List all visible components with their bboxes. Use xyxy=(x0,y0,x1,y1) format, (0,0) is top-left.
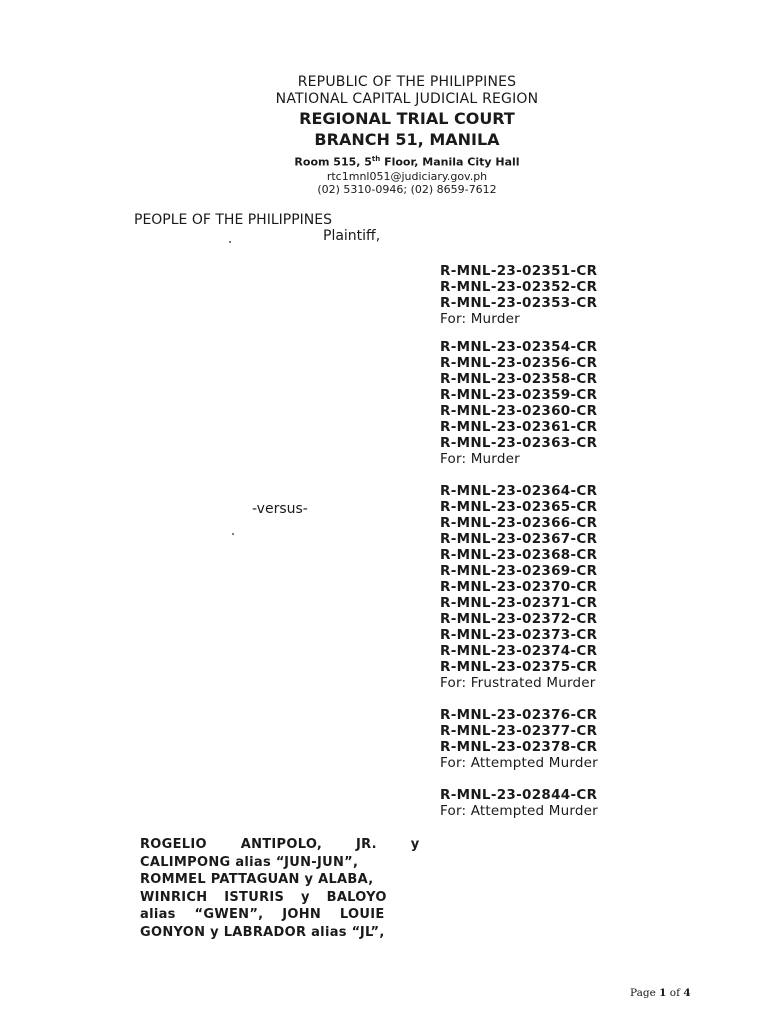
versus-label: -versus- xyxy=(252,501,308,517)
case-number: R-MNL-23-02366-CR xyxy=(440,515,598,531)
case-number: R-MNL-23-02361-CR xyxy=(440,419,598,435)
accused-line: ROGELIO ANTIPOLO, JR. y xyxy=(140,837,420,852)
case-number: R-MNL-23-02378-CR xyxy=(440,739,598,755)
accused-line: ROMMEL PATTAGUAN y ALABA, xyxy=(140,872,374,887)
case-number: R-MNL-23-02359-CR xyxy=(440,387,598,403)
case-number: R-MNL-23-02367-CR xyxy=(440,531,598,547)
offense-label: For: Frustrated Murder xyxy=(440,675,596,691)
case-number: R-MNL-23-02364-CR xyxy=(440,483,598,499)
scan-speck xyxy=(232,533,234,535)
case-group xyxy=(440,787,660,819)
page-of: of xyxy=(669,987,681,999)
case-group xyxy=(440,707,660,771)
republic-line: REPUBLIC OF THE PHILIPPINES xyxy=(297,74,517,90)
case-number: R-MNL-23-02372-CR xyxy=(440,611,598,627)
plaintiff-label: Plaintiff, xyxy=(323,228,381,244)
case-number: R-MNL-23-02354-CR xyxy=(440,339,598,355)
case-number: R-MNL-23-02377-CR xyxy=(440,723,598,739)
page-current: 1 xyxy=(659,987,667,999)
case-number: R-MNL-23-02375-CR xyxy=(440,659,598,675)
case-number: R-MNL-23-02363-CR xyxy=(440,435,598,451)
case-number: R-MNL-23-02373-CR xyxy=(440,627,598,643)
case-number: R-MNL-23-02356-CR xyxy=(440,355,598,371)
case-number: R-MNL-23-02365-CR xyxy=(440,499,598,515)
case-number: R-MNL-23-02360-CR xyxy=(440,403,598,419)
case-number: R-MNL-23-02352-CR xyxy=(440,279,598,295)
room-prefix: Room 515, 5 xyxy=(294,155,372,169)
case-number: R-MNL-23-02374-CR xyxy=(440,643,598,659)
page-total: 4 xyxy=(683,987,691,999)
court-phone: (02) 5310-0946; (02) 8659-7612 xyxy=(317,182,497,196)
page-word: Page xyxy=(630,987,656,999)
accused-names xyxy=(140,836,428,941)
case-number: R-MNL-23-02370-CR xyxy=(440,579,598,595)
offense-label: For: Murder xyxy=(440,451,520,467)
accused-line: WINRICH ISTURIS y BALOYO xyxy=(140,889,387,905)
case-group xyxy=(440,263,660,327)
page-number xyxy=(630,987,691,1000)
scan-speck xyxy=(229,241,231,243)
case-number: R-MNL-23-02368-CR xyxy=(440,547,598,563)
case-group xyxy=(440,339,660,467)
court-email: rtc1mnl051@judiciary.gov.ph xyxy=(326,169,488,183)
branch-name: BRANCH 51, MANILA xyxy=(314,130,500,149)
court-header xyxy=(0,74,768,196)
plaintiff-name: PEOPLE OF THE PHILIPPINES xyxy=(134,212,332,228)
case-number: R-MNL-23-02376-CR xyxy=(440,707,598,723)
court-name: REGIONAL TRIAL COURT xyxy=(299,109,515,128)
room-superscript: th xyxy=(371,155,381,163)
accused-line: CALIMPONG alias “JUN-JUN”, xyxy=(140,854,359,870)
case-number: R-MNL-23-02353-CR xyxy=(440,295,598,311)
case-number: R-MNL-23-02351-CR xyxy=(440,263,598,279)
offense-label: For: Attempted Murder xyxy=(440,803,598,819)
case-number: R-MNL-23-02369-CR xyxy=(440,563,598,579)
case-number: R-MNL-23-02371-CR xyxy=(440,595,598,611)
room-suffix: Floor, Manila City Hall xyxy=(380,155,520,169)
judicial-region-line: NATIONAL CAPITAL JUDICIAL REGION xyxy=(275,91,539,107)
case-number: R-MNL-23-02358-CR xyxy=(440,371,598,387)
court-address xyxy=(0,152,768,170)
offense-label: For: Attempted Murder xyxy=(440,755,598,771)
offense-label: For: Murder xyxy=(440,311,520,327)
accused-line: GONYON y LABRADOR alias “JL”, xyxy=(140,924,385,940)
accused-line: alias “GWEN”, JOHN LOUIE xyxy=(140,907,385,922)
case-group xyxy=(440,483,660,691)
case-number: R-MNL-23-02844-CR xyxy=(440,787,598,803)
